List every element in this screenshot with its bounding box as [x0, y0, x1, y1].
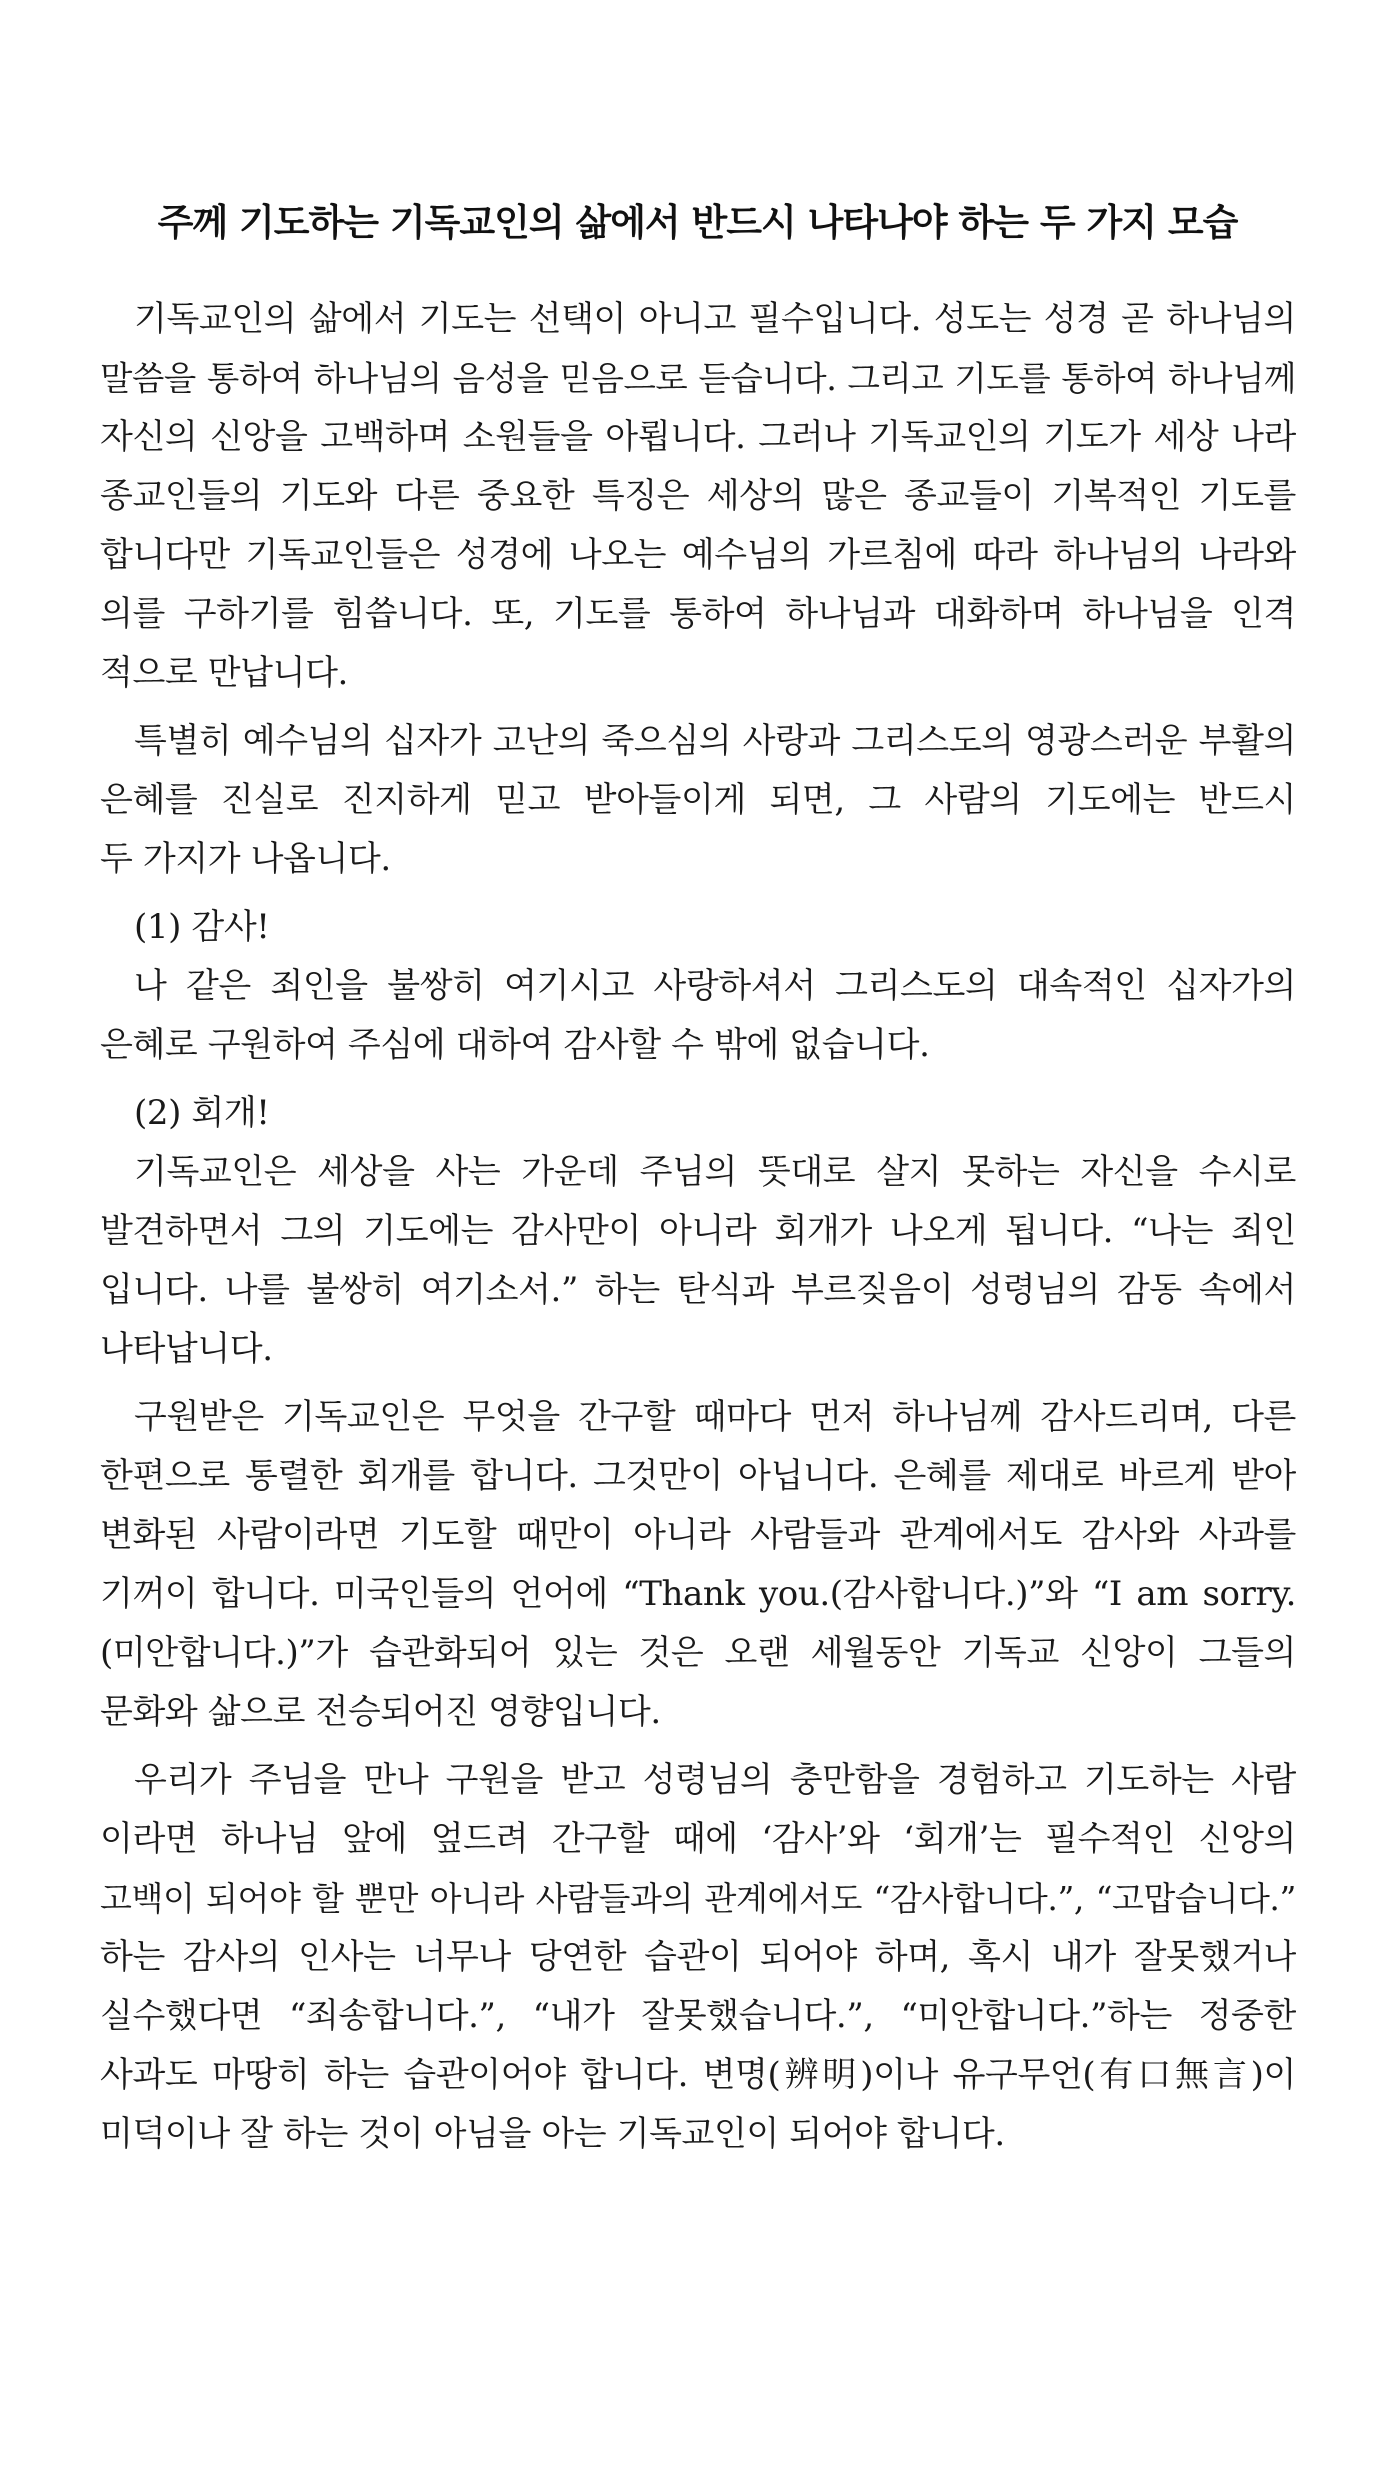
paragraph-line: 문화와 삶으로 전승되어진 영향입니다.	[100, 1692, 661, 1732]
paragraph-line: 이라면 하나님 앞에 엎드려 간구할 때에 ‘감사’와 ‘회개’는 필수적인 신앙의	[100, 1819, 1296, 1859]
section-heading-thanks: (1) 감사!	[134, 907, 270, 947]
paragraph-line: 고백이 되어야 할 뿐만 아니라 사람들과의 관계에서도 “감사합니다.”, “고맙습니다.”	[100, 1879, 1296, 1918]
paragraph-line: 미덕이나 잘 하는 것이 아님을 아는 기독교인이 되어야 합니다.	[100, 2114, 1005, 2154]
paragraph-line: 특별히 예수님의 십자가 고난의 죽으심의 사랑과 그리스도의 영광스러운 부활의	[134, 721, 1296, 761]
paragraph-line: 하는 감사의 인사는 너무나 당연한 습관이 되어야 하며, 혹시 내가 잘못했거나	[100, 1937, 1296, 1977]
paragraph-line: 사과도 마땅히 하는 습관이어야 합니다. 변명(辨明)이나 유구무언(有口無言)이	[100, 2055, 1296, 2095]
paragraph-line: 말씀을 통하여 하나님의 음성을 믿음으로 듣습니다. 그리고 기도를 통하여 하나님께	[100, 359, 1296, 398]
document-body	[100, 290, 1296, 2173]
paragraph-line: 의를 구하기를 힘씁니다. 또, 기도를 통하여 하나님과 대화하며 하나님을 인격	[100, 594, 1296, 634]
section-thanks	[100, 898, 1296, 1075]
paragraph-conclusion	[100, 1751, 1296, 2164]
paragraph-line: 우리가 주님을 만나 구원을 받고 성령님의 충만함을 경험하고 기도하는 사람	[134, 1760, 1296, 1800]
section-repentance	[100, 1084, 1296, 1379]
paragraph-line: 발견하면서 그의 기도에는 감사만이 아니라 회개가 나오게 됩니다. “나는 죄인	[100, 1211, 1296, 1251]
paragraph-line: 실수했다면 “죄송합니다.”, “내가 잘못했습니다.”, “미안합니다.”하는 정중한	[100, 1996, 1296, 2036]
section-heading-repentance: (2) 회개!	[134, 1093, 270, 1133]
paragraph-line: 기독교인의 삶에서 기도는 선택이 아니고 필수입니다. 성도는 성경 곧 하나님의	[134, 299, 1296, 339]
paragraph-line: 구원받은 기독교인은 무엇을 간구할 때마다 먼저 하나님께 감사드리며, 다른	[134, 1397, 1296, 1437]
paragraph-line: 은혜를 진실로 진지하게 믿고 받아들이게 되면, 그 사람의 기도에는 반드시	[100, 780, 1296, 820]
paragraph-line: 변화된 사람이라면 기도할 때만이 아니라 사람들과 관계에서도 감사와 사과를	[100, 1515, 1296, 1555]
paragraph-saved-christian	[100, 1388, 1296, 1742]
paragraph-line: 합니다만 기독교인들은 성경에 나오는 예수님의 가르침에 따라 하나님의 나라와	[100, 535, 1296, 575]
paragraph-line: 기꺼이 합니다. 미국인들의 언어에 “Thank you.(감사합니다.)”와 “I am sorry.	[100, 1574, 1296, 1614]
paragraph-line: 은혜로 구원하여 주심에 대하여 감사할 수 밖에 없습니다.	[100, 1025, 930, 1065]
paragraph-line: 나 같은 죄인을 불쌍히 여기시고 사랑하셔서 그리스도의 대속적인 십자가의	[134, 966, 1296, 1006]
paragraph-special-grace	[100, 712, 1296, 889]
paragraph-line: 기독교인은 세상을 사는 가운데 주님의 뜻대로 살지 못하는 자신을 수시로	[134, 1152, 1296, 1192]
paragraph-line: 자신의 신앙을 고백하며 소원들을 아룁니다. 그러나 기독교인의 기도가 세상 나라	[100, 417, 1296, 457]
document-title: 주께 기도하는 기독교인의 삶에서 반드시 나타나야 하는 두 가지 모습	[157, 201, 1238, 244]
paragraph-line: (미안합니다.)”가 습관화되어 있는 것은 오랜 세월동안 기독교 신앙이 그들의	[100, 1633, 1296, 1673]
paragraph-line: 나타납니다.	[100, 1329, 273, 1369]
paragraph-line: 입니다. 나를 불쌍히 여기소서.” 하는 탄식과 부르짖음이 성령님의 감동 속에서	[100, 1270, 1296, 1310]
paragraph-line: 한편으로 통렬한 회개를 합니다. 그것만이 아닙니다. 은혜를 제대로 바르게 받아	[100, 1456, 1296, 1496]
paragraph-line: 두 가지가 나옵니다.	[100, 839, 391, 879]
paragraph-line: 종교인들의 기도와 다른 중요한 특징은 세상의 많은 종교들이 기복적인 기도를	[100, 476, 1296, 516]
paragraph-line: 적으로 만납니다.	[100, 653, 348, 693]
paragraph-intro	[100, 290, 1296, 703]
